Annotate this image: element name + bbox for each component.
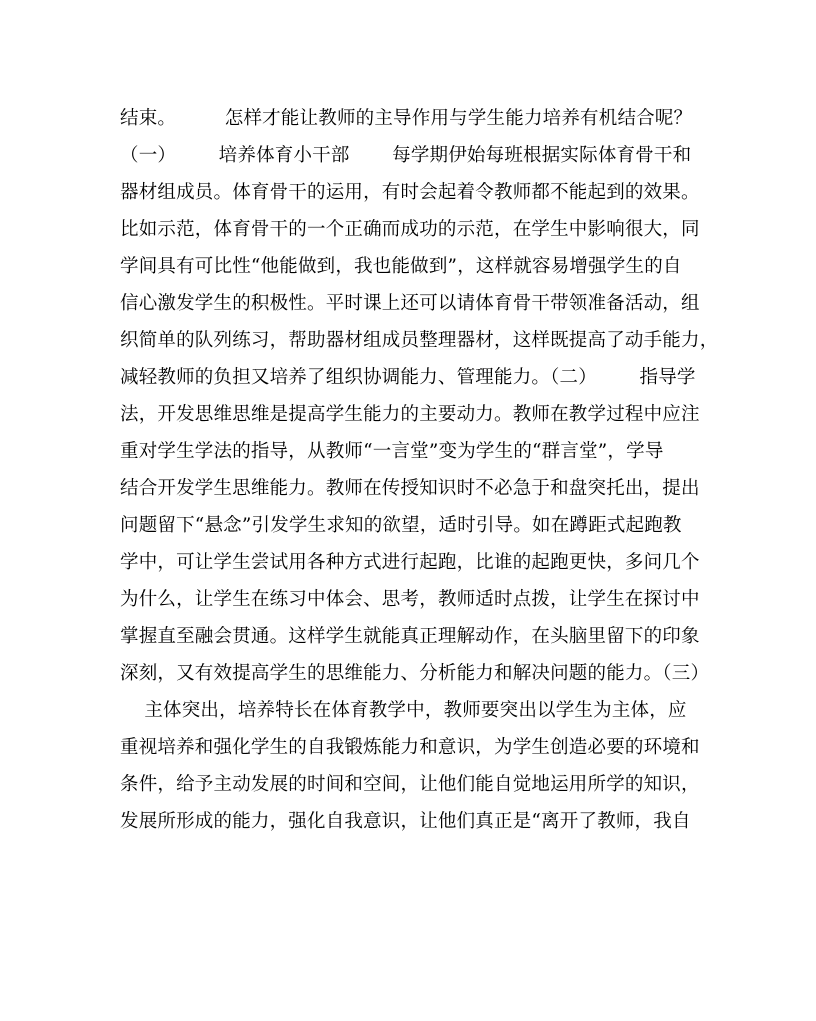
- text-line: 结合开发学生思维能力。教师在传授知识时不必急于和盘突托出，提出: [120, 478, 700, 499]
- text-line: 器材组成员。体育骨干的运用，有时会起着令教师都不能起到的效果。: [120, 182, 700, 203]
- text-line: 问题留下“悬念”引发学生求知的欲望，适时引导。如在蹲距式起跑教: [120, 515, 682, 536]
- text-line: 学间具有可比性“他能做到，我也能做到”，这样就容易增强学生的自: [120, 256, 682, 277]
- text-line: 信心激发学生的积极性。平时课上还可以请体育骨干带领准备活动，组: [120, 293, 700, 314]
- text-line: 掌握直至融会贯通。这样学生就能真正理解动作，在头脑里留下的印象: [120, 626, 700, 647]
- text-line: 结束。 怎样才能让教师的主导作用与学生能力培养有机结合呢？: [120, 108, 693, 129]
- text-line: 深刻，又有效提高学生的思维能力、分析能力和解决问题的能力。（三）: [120, 663, 710, 684]
- text-line: 为什么，让学生在练习中体会、思考，教师适时点拨，让学生在探讨中: [120, 589, 700, 610]
- text-line: 法，开发思维思维是提高学生能力的主要动力。教师在教学过程中应注: [120, 404, 700, 425]
- text-line: （一） 培养体育小干部 每学期伊始每班根据实际体育骨干和: [120, 145, 692, 166]
- text-line: 织简单的队列练习，帮助器材组成员整理器材，这样既提高了动手能力，: [120, 330, 719, 351]
- text-line: 重视培养和强化学生的自我锻炼能力和意识，为学生创造必要的环境和: [120, 737, 700, 758]
- text-line: 减轻教师的负担又培养了组织协调能力、管理能力。（二） 指导学: [120, 367, 696, 388]
- text-line: 主体突出，培养特长在体育教学中，教师要突出以学生为主体，应: [120, 700, 687, 721]
- text-line: 学中，可让学生尝试用各种方式进行起跑，比谁的起跑更快，多问几个: [120, 552, 700, 573]
- text-line: 发展所形成的能力，强化自我意识，让他们真正是“离开了教师，我自: [120, 811, 691, 832]
- text-line: 条件，给予主动发展的时间和空间，让他们能自觉地运用所学的知识，: [120, 774, 700, 795]
- text-line: 比如示范，体育骨干的一个正确而成功的示范，在学生中影响很大，同: [120, 219, 700, 240]
- body-text: [120, 100, 719, 840]
- text-line: 重对学生学法的指导，从教师“一言堂”变为学生的“群言堂”，学导: [120, 441, 664, 462]
